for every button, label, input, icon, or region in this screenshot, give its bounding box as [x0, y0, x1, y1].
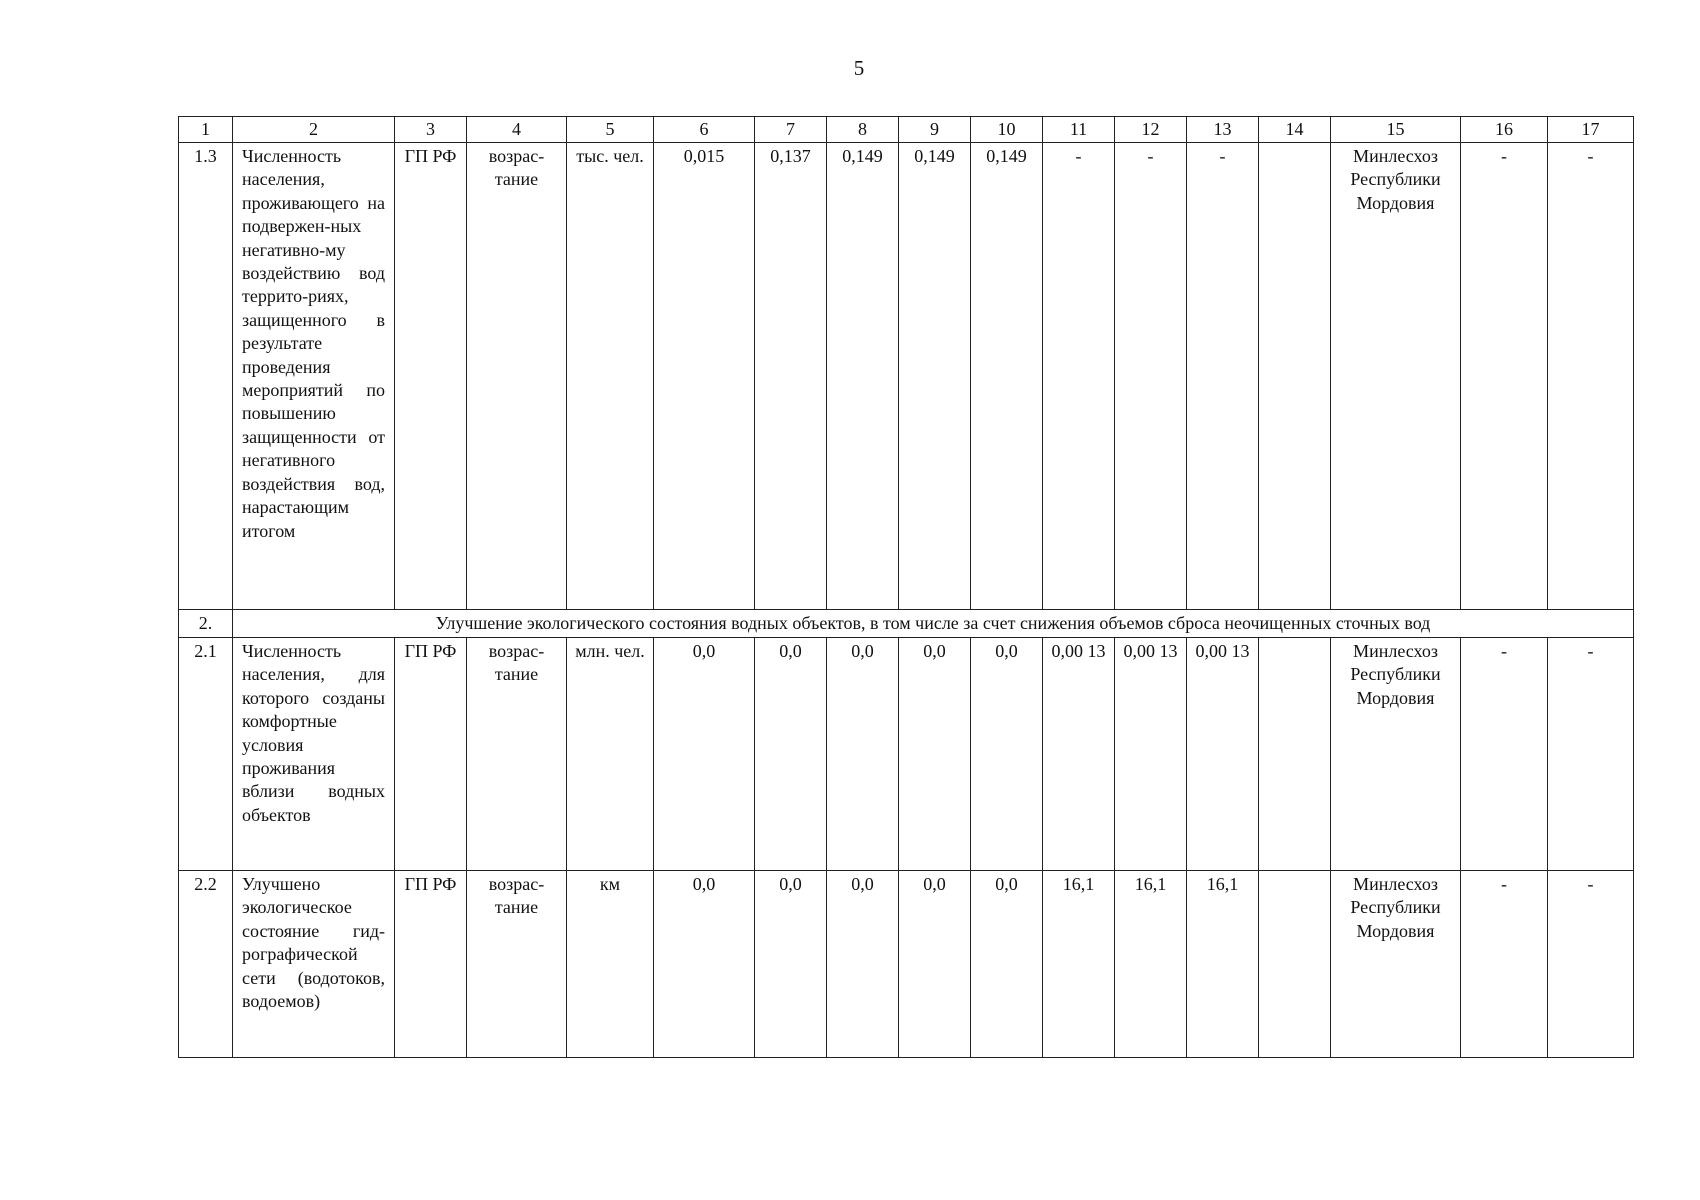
header-cell: 13 — [1187, 117, 1259, 143]
value-cell: 0,0 — [654, 871, 755, 1058]
value-cell: 0,00 13 — [1043, 638, 1115, 871]
value-cell: - — [1461, 143, 1548, 610]
header-cell: 9 — [899, 117, 971, 143]
table-row — [179, 638, 1634, 871]
trend-cell: возрас-тание — [467, 143, 567, 610]
indicator-name: Численность населения, проживающего на подвержен-ных негативно-му воздействию вод террито-риях, защищенного в результате проведения мероприятий по повышению защищенности от негативного воздействия вод, нарастающим итогом — [233, 143, 395, 610]
responsible-cell: Минлесхоз Республики Мордовия — [1331, 871, 1461, 1058]
section-number: 2. — [179, 610, 233, 638]
value-cell: 16,1 — [1043, 871, 1115, 1058]
trend-cell: возрас-тание — [467, 638, 567, 871]
value-cell — [1259, 143, 1331, 610]
value-cell: 0,149 — [899, 143, 971, 610]
value-cell: 16,1 — [1187, 871, 1259, 1058]
unit-cell: млн. чел. — [567, 638, 654, 871]
row-number: 1.3 — [179, 143, 233, 610]
value-cell: 0,0 — [971, 871, 1043, 1058]
trend-cell: возрас-тание — [467, 871, 567, 1058]
header-cell: 12 — [1115, 117, 1187, 143]
unit-cell: тыс. чел. — [567, 143, 654, 610]
indicator-name: Численность населения, для которого созданы комфортные условия проживания вблизи водных объектов — [233, 638, 395, 871]
row-number: 2.2 — [179, 871, 233, 1058]
value-cell: 0,0 — [827, 638, 899, 871]
row-number: 2.1 — [179, 638, 233, 871]
value-cell — [1259, 871, 1331, 1058]
header-cell: 1 — [179, 117, 233, 143]
header-cell: 3 — [395, 117, 467, 143]
header-cell: 8 — [827, 117, 899, 143]
indicators-table — [178, 116, 1634, 1058]
value-cell: 0,0 — [654, 638, 755, 871]
value-cell: 0,0 — [971, 638, 1043, 871]
source-cell: ГП РФ — [395, 143, 467, 610]
indicator-name: Улучшено экологическое состояние гид-рографической сети (водотоков, водоемов) — [233, 871, 395, 1058]
header-cell: 15 — [1331, 117, 1461, 143]
value-cell: - — [1461, 638, 1548, 871]
value-cell: - — [1187, 143, 1259, 610]
value-cell: 0,0 — [755, 871, 827, 1058]
table-row — [179, 143, 1634, 610]
value-cell: 0,149 — [971, 143, 1043, 610]
value-cell: 0,137 — [755, 143, 827, 610]
responsible-cell: Минлесхоз Республики Мордовия — [1331, 638, 1461, 871]
header-cell: 10 — [971, 117, 1043, 143]
value-cell: - — [1548, 143, 1634, 610]
unit-cell: км — [567, 871, 654, 1058]
value-cell: 0,0 — [899, 871, 971, 1058]
header-cell: 14 — [1259, 117, 1331, 143]
value-cell: 0,149 — [827, 143, 899, 610]
header-cell: 2 — [233, 117, 395, 143]
value-cell: - — [1043, 143, 1115, 610]
responsible-cell: Минлесхоз Республики Мордовия — [1331, 143, 1461, 610]
table-row — [179, 871, 1634, 1058]
page-number: 5 — [853, 56, 865, 80]
value-cell: 0,00 13 — [1115, 638, 1187, 871]
header-cell: 6 — [654, 117, 755, 143]
value-cell: - — [1461, 871, 1548, 1058]
value-cell: 0,0 — [827, 871, 899, 1058]
table-header-row — [179, 117, 1634, 143]
header-cell: 16 — [1461, 117, 1548, 143]
header-cell: 4 — [467, 117, 567, 143]
value-cell: 16,1 — [1115, 871, 1187, 1058]
value-cell: 0,0 — [755, 638, 827, 871]
header-cell: 7 — [755, 117, 827, 143]
value-cell: 0,015 — [654, 143, 755, 610]
header-cell: 17 — [1548, 117, 1634, 143]
value-cell: - — [1548, 638, 1634, 871]
value-cell — [1259, 638, 1331, 871]
value-cell: 0,00 13 — [1187, 638, 1259, 871]
source-cell: ГП РФ — [395, 871, 467, 1058]
header-cell: 11 — [1043, 117, 1115, 143]
header-cell: 5 — [567, 117, 654, 143]
section-row — [179, 610, 1634, 638]
value-cell: - — [1115, 143, 1187, 610]
value-cell: - — [1548, 871, 1634, 1058]
value-cell: 0,0 — [899, 638, 971, 871]
source-cell: ГП РФ — [395, 638, 467, 871]
section-title: Улучшение экологического состояния водных объектов, в том числе за счет снижения объемов сброса неочищенных сточных вод — [233, 610, 1634, 638]
